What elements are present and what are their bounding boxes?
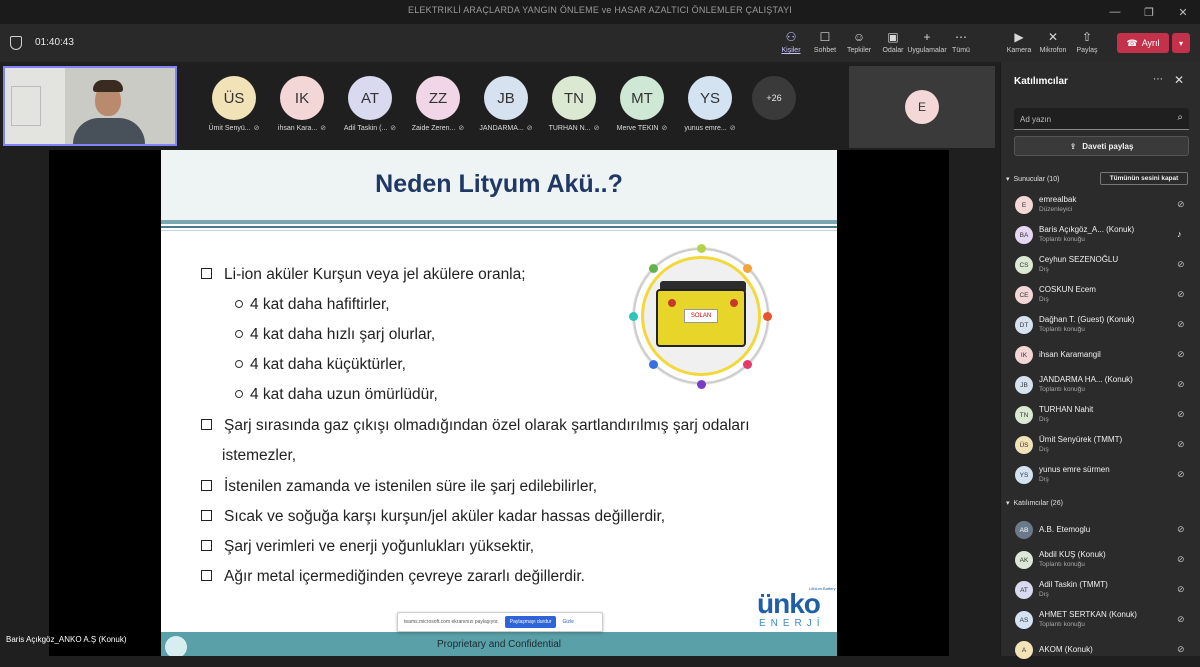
participant-row[interactable] <box>1001 637 1200 667</box>
circle-bullet-icon <box>235 330 243 338</box>
participant-row[interactable] <box>1001 402 1200 432</box>
avatar: TN <box>1015 406 1033 424</box>
mic-off-icon[interactable]: ⊘ <box>1177 349 1185 359</box>
share-invite-button[interactable]: ⇪ Daveti paylaş <box>1014 136 1189 156</box>
checkbox-bullet-icon <box>201 570 212 581</box>
participant-avatar-tile[interactable] <box>608 76 676 132</box>
slide-bullet: 4 kat daha küçüktürler, <box>235 356 406 374</box>
checkbox-bullet-icon <box>201 480 212 491</box>
mic-off-icon: ✕ <box>1047 29 1059 44</box>
slide-footer <box>161 632 837 656</box>
participant-name: Ümit Senyü... ⊘ <box>208 124 260 132</box>
participant-role: Düzenleyici <box>1039 206 1073 213</box>
participant-name: Baris Açıkgöz_A... (Konuk) <box>1039 225 1135 234</box>
avatar: ZZ <box>416 76 460 120</box>
participant-name: ihsan Kara... ⊘ <box>277 124 327 132</box>
avatar: E <box>905 90 939 124</box>
mic-off-icon[interactable]: ⊘ <box>1177 379 1185 389</box>
avatar: A <box>1015 641 1033 659</box>
presentation-slide <box>161 150 837 656</box>
window-title: ELEKTRIKLİ ARAÇLARDA YANGIN ÖNLEME ve HASAR AZALTICI ÖNLEMLER ÇALIŞTAYI <box>408 5 792 15</box>
toolbar-button-label: Tümü <box>952 47 970 54</box>
participant-role: Dış <box>1039 266 1049 273</box>
tepkiler-button[interactable] <box>842 28 876 60</box>
slide-bullet: Ağır metal içermediğinden çevreye zararlı değillerdir. <box>201 568 585 586</box>
meeting-timer: 01:40:43 <box>35 37 74 48</box>
search-box <box>1014 108 1189 130</box>
chat-icon: ☐ <box>819 29 831 44</box>
window-controls <box>1098 0 1200 24</box>
participant-role: Toplantı konuğu <box>1039 386 1085 393</box>
participant-row[interactable] <box>1001 192 1200 222</box>
avatar: AT <box>1015 581 1033 599</box>
avatar: E <box>1015 196 1033 214</box>
kamera-button[interactable] <box>1002 28 1036 60</box>
anko-logo: ünko ENERJİ Lithium Battery <box>757 586 836 629</box>
presenter-video[interactable] <box>3 66 177 146</box>
mic-off-icon[interactable]: ⊘ <box>1177 524 1185 534</box>
participant-name: AKOM (Konuk) <box>1039 645 1093 654</box>
toolbar-button-label: Mikrofon <box>1039 47 1067 54</box>
participant-row[interactable] <box>1001 222 1200 252</box>
avatar: ÜS <box>212 76 256 120</box>
presenters-section-header[interactable]: ▾ Sunucular (10) <box>1006 175 1060 183</box>
participant-row[interactable] <box>1001 547 1200 577</box>
avatar: ÜS <box>1015 436 1033 454</box>
search-input[interactable] <box>1020 111 1168 127</box>
participant-avatar-tile[interactable] <box>676 76 744 132</box>
attendees-section-header[interactable]: ▾ Katılımcılar (26) <box>1006 499 1063 507</box>
participant-name: emrealbak <box>1039 195 1077 204</box>
participant-avatar-tile[interactable] <box>268 76 336 132</box>
uygulamalar-button[interactable] <box>907 28 947 60</box>
avatar: IK <box>280 76 324 120</box>
camera-icon: ▶ <box>1014 29 1024 44</box>
participant-name: JANDARMA... ⊘ <box>479 124 533 132</box>
avatar: MT <box>620 76 664 120</box>
participant-role: Toplantı konuğu <box>1039 561 1085 568</box>
participant-name: A.B. Etemoglu <box>1039 525 1091 534</box>
slide-bullet: istemezler, <box>222 447 297 464</box>
paylaş-button[interactable] <box>1070 28 1104 60</box>
participant-name: Merve TEKIN ⊘ <box>616 124 668 132</box>
panel-title: Katılımcılar <box>1014 76 1068 87</box>
avatar: AK <box>1015 551 1033 569</box>
participant-role: Toplantı konuğu <box>1039 621 1085 628</box>
toolbar-button-label: Paylaş <box>1076 47 1098 54</box>
checkbox-bullet-icon <box>201 419 212 430</box>
chevron-down-icon: ▾ <box>1006 500 1010 507</box>
restore-icon[interactable]: ❐ <box>1144 6 1154 19</box>
participant-name: JANDARMA HA... (Konuk) <box>1039 375 1133 384</box>
slide-bullet: İstenilen zamanda ve istenilen süre ile şarj edilebilirler, <box>201 478 597 496</box>
odalar-button[interactable] <box>876 28 910 60</box>
participant-row[interactable] <box>1001 342 1200 372</box>
apps-icon: + <box>923 29 931 44</box>
stop-sharing-button[interactable]: Paylaşmayı durdur <box>505 616 557 628</box>
participant-row[interactable] <box>1001 577 1200 607</box>
participant-name: TURHAN N... ⊘ <box>548 124 600 132</box>
mic-off-icon[interactable]: ⊘ <box>1177 439 1185 449</box>
slide-bullet: Şarj verimleri ve enerji yoğunlukları yüksektir, <box>201 538 534 556</box>
presenter-name-label: Baris Açıkgöz_ANKO A.Ş (Konuk) <box>6 635 127 644</box>
avatar: JB <box>1015 376 1033 394</box>
participant-role: Toplantı konuğu <box>1039 326 1085 333</box>
avatar: AS <box>1015 611 1033 629</box>
participant-avatar-tile[interactable] <box>404 76 472 132</box>
mute-all-button[interactable]: Tümünün sesini kapat <box>1100 172 1188 185</box>
participant-avatar-tile[interactable] <box>472 76 540 132</box>
more-participants-button[interactable]: +26 <box>752 76 796 120</box>
toolbar-button-label: Sohbet <box>813 47 837 54</box>
toolbar-button-label: Uygulamalar <box>907 47 947 54</box>
mic-off-icon[interactable]: ⊘ <box>1177 614 1185 624</box>
mic-off-icon: ⊘ <box>661 124 668 132</box>
rooms-icon: ▣ <box>887 29 899 44</box>
participant-name: Adil Taskin (TMMT) <box>1039 580 1108 589</box>
mic-off-icon[interactable]: ⊘ <box>1177 409 1185 419</box>
participant-name: AHMET SERTKAN (Konuk) <box>1039 610 1137 619</box>
participant-row[interactable] <box>1001 607 1200 637</box>
participant-name: yunus emre... ⊘ <box>684 124 736 132</box>
checkbox-bullet-icon <box>201 540 212 551</box>
participant-name: COSKUN Ecem <box>1039 285 1096 294</box>
circle-bullet-icon <box>235 360 243 368</box>
mic-off-icon[interactable]: ⊘ <box>1177 259 1185 269</box>
mic-off-icon: ⊘ <box>390 124 397 132</box>
slide-title: Neden Lityum Akü..? <box>375 170 623 198</box>
toolbar-button-label: Kişiler <box>781 47 801 54</box>
sohbet-button[interactable] <box>808 28 842 60</box>
mic-off-icon: ⊘ <box>253 124 260 132</box>
participant-gallery <box>200 76 796 132</box>
toolbar-button-label: Odalar <box>882 47 904 54</box>
close-window-icon[interactable]: ✕ <box>1178 6 1188 19</box>
participants-panel <box>1000 62 1200 656</box>
share-icon: ⇧ <box>1081 29 1093 44</box>
checkbox-bullet-icon <box>201 268 212 279</box>
avatar: AB <box>1015 521 1033 539</box>
participant-name: ihsan Karamangil <box>1039 350 1101 359</box>
slide-bullet: 4 kat daha hızlı şarj olurlar, <box>235 326 435 344</box>
window-title-bar <box>0 0 1200 24</box>
more-options-icon[interactable]: ⋯ <box>1153 74 1163 85</box>
toolbar-button-label: Tepkiler <box>846 47 872 54</box>
mic-off-icon: ⊘ <box>526 124 533 132</box>
sharing-notification-bar <box>397 612 603 632</box>
avatar: JB <box>484 76 528 120</box>
participant-name: Ümit Senyürek (TMMT) <box>1039 435 1123 444</box>
leave-options-chevron-icon[interactable]: ▾ <box>1172 33 1190 53</box>
mic-icon[interactable]: ♪ <box>1177 229 1182 239</box>
mic-off-icon: ⊘ <box>458 124 465 132</box>
participant-name: TURHAN Nahit <box>1039 405 1094 414</box>
mic-off-icon[interactable]: ⊘ <box>1177 319 1185 329</box>
participant-name: Ceyhun SEZENOĞLU <box>1039 255 1119 264</box>
avatar: TN <box>552 76 596 120</box>
participant-row[interactable] <box>1001 312 1200 342</box>
participant-row[interactable] <box>1001 282 1200 312</box>
participant-row[interactable] <box>1001 432 1200 462</box>
participant-row[interactable] <box>1001 372 1200 402</box>
avatar: CE <box>1015 286 1033 304</box>
shared-screen <box>49 150 949 656</box>
mic-off-icon[interactable]: ⊘ <box>1177 289 1185 299</box>
slide-footer-text: Proprietary and Confidential <box>437 639 561 650</box>
more-icon: ⋯ <box>955 29 967 44</box>
participant-role: Dış <box>1039 476 1049 483</box>
participant-name: Dağhan T. (Guest) (Konuk) <box>1039 315 1135 324</box>
avatar: AT <box>348 76 392 120</box>
participant-role: Dış <box>1039 446 1049 453</box>
participant-role: Dış <box>1039 296 1049 303</box>
avatar: YS <box>688 76 732 120</box>
slide-bullet: 4 kat daha hafiftirler, <box>235 296 390 314</box>
mic-off-icon: ⊘ <box>593 124 600 132</box>
participant-name: Abdil KUŞ (Konuk) <box>1039 550 1106 559</box>
participant-row[interactable] <box>1001 517 1200 547</box>
participant-tile-e[interactable] <box>849 66 995 148</box>
sharing-text: teams.microsoft.com ekranınızı paylaşıyor. <box>404 619 499 625</box>
mikrofon-button[interactable] <box>1036 28 1070 60</box>
toolbar-actions <box>774 28 978 60</box>
slide-bullet: Li-ion aküler Kurşun veya jel akülere oranla; <box>201 266 526 284</box>
participant-role: Dış <box>1039 416 1049 423</box>
battery-label: SOLAN <box>684 309 718 323</box>
circle-bullet-icon <box>235 390 243 398</box>
hide-button[interactable]: Gizle <box>562 619 574 625</box>
mic-off-icon[interactable]: ⊘ <box>1177 554 1185 564</box>
share-link-icon: ⇪ <box>1069 141 1077 151</box>
participant-role: Dış <box>1039 591 1049 598</box>
avatar: DT <box>1015 316 1033 334</box>
participant-name: Zaide Zeren... ⊘ <box>411 124 465 132</box>
leave-label: Ayrıl <box>1141 38 1160 48</box>
minimize-icon[interactable]: — <box>1109 6 1121 18</box>
participant-row[interactable] <box>1001 252 1200 282</box>
participant-name: yunus emre sürmen <box>1039 465 1110 474</box>
participant-role: Toplantı konuğu <box>1039 236 1085 243</box>
slide-bullet: Şarj sırasında gaz çıkışı olmadığından özel olarak şartlandırılmış şarj odaları <box>201 417 750 435</box>
participant-row[interactable] <box>1001 462 1200 492</box>
tümü-button[interactable] <box>944 28 978 60</box>
slide-bullet: Sıcak ve soğuğa karşı kurşun/jel aküler kadar hassas değillerdir, <box>201 508 665 526</box>
participant-avatar-tile[interactable] <box>200 76 268 132</box>
mic-off-icon[interactable]: ⊘ <box>1177 584 1185 594</box>
mic-off-icon[interactable]: ⊘ <box>1177 644 1185 654</box>
mic-off-icon: ⊘ <box>320 124 327 132</box>
circle-bullet-icon <box>235 300 243 308</box>
mic-off-icon[interactable]: ⊘ <box>1177 199 1185 209</box>
avatar: YS <box>1015 466 1033 484</box>
avatar: CS <box>1015 256 1033 274</box>
close-icon[interactable]: ✕ <box>1174 73 1185 87</box>
phone-icon: ☎ <box>1126 37 1138 48</box>
kişiler-button[interactable] <box>774 28 808 60</box>
toolbar-media <box>1002 28 1104 60</box>
shield-icon <box>10 36 22 50</box>
participant-avatar-tile[interactable] <box>336 76 404 132</box>
search-icon[interactable]: ⌕ <box>1177 112 1183 123</box>
participant-avatar-tile[interactable] <box>540 76 608 132</box>
mic-off-icon: ⊘ <box>729 124 736 132</box>
avatar: BA <box>1015 226 1033 244</box>
leave-button[interactable] <box>1117 33 1169 53</box>
toolbar-button-label: Kamera <box>1006 47 1032 54</box>
chevron-down-icon: ▾ <box>1006 176 1010 183</box>
avatar: IK <box>1015 346 1033 364</box>
slide-bullet: 4 kat daha uzun ömürlüdür, <box>235 386 438 404</box>
meeting-toolbar <box>0 24 1200 62</box>
meeting-stage <box>0 62 1000 656</box>
checkbox-bullet-icon <box>201 510 212 521</box>
participant-name: Adil Taskin (... ⊘ <box>343 124 397 132</box>
reactions-icon: ☺ <box>852 29 866 44</box>
mic-off-icon[interactable]: ⊘ <box>1177 469 1185 479</box>
people-icon: ⚇ <box>785 29 797 44</box>
